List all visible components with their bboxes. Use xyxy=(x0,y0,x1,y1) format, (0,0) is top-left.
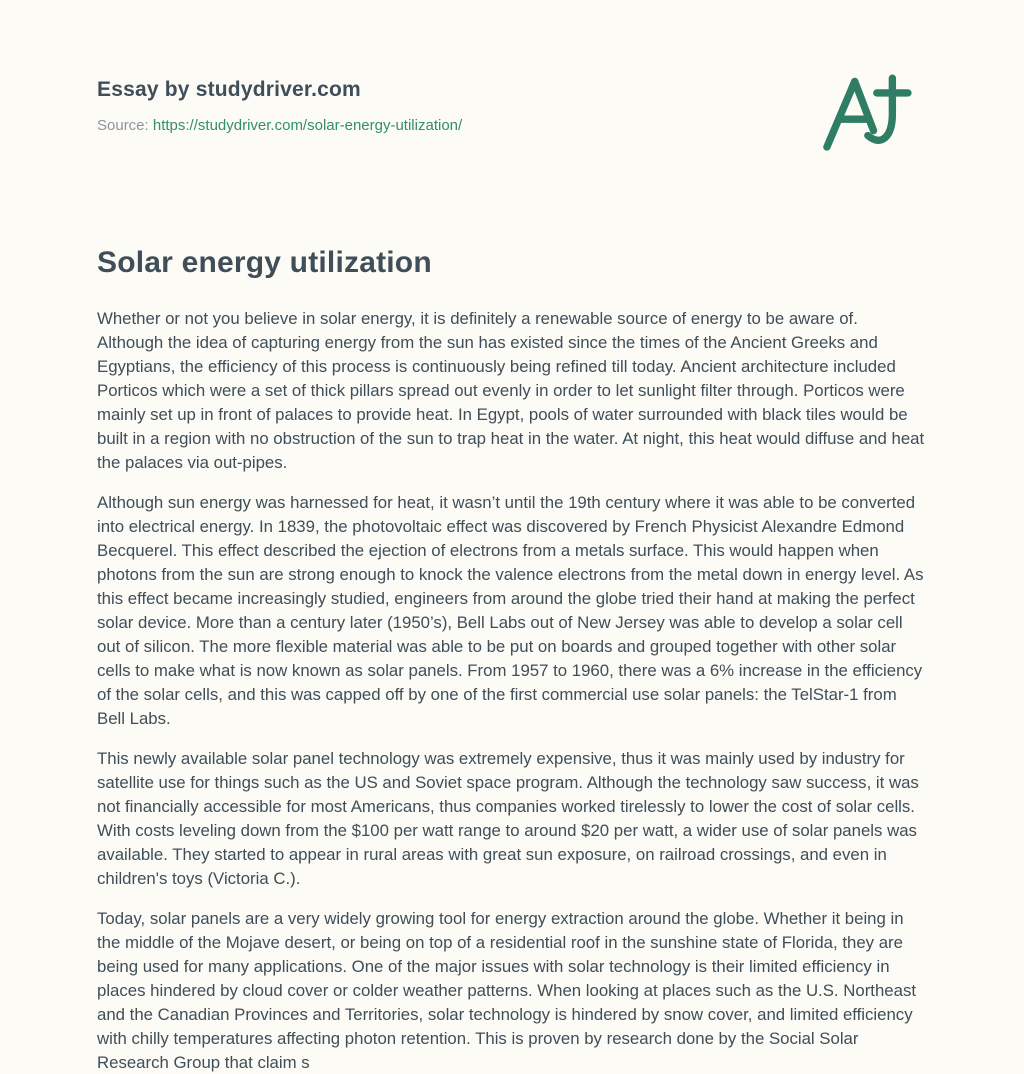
essay-byline: Essay by studydriver.com xyxy=(97,78,361,101)
essay-paragraph-1: Whether or not you believe in solar energy, it is definitely a renewable source of energy to be aware of. Although the idea of capturing energy from the sun has existed since the times of the Ancient Greeks and Egyptians, the efficiency of this process is continuously being refined till today. Ancient architecture included Porticos which were a set of thick pillars spread out evenly in order to let sunlight filter through. Porticos were mainly set up in front of palaces to provide heat. In Egypt, pools of water surrounded with black tiles would be built in a region with no obstruction of the sun to trap heat in the water. At night, this heat would diffuse and heat the palaces via out-pipes. xyxy=(97,309,925,472)
essay-paragraph-4: Today, solar panels are a very widely growing tool for energy extraction around the globe. Whether it being in the middle of the Mojave desert, or being on top of a residential roof in the sunshine state of Florida, they are being used for many applications. One of the major issues with solar technology is their limited efficiency in places hindered by cloud cover or colder weather patterns. When looking at places such as the U.S. Northeast and the Canadian Provinces and Territories, solar technology is hindered by snow cover, and limited efficiency with chilly temperatures affecting photon retention. This is proven by research done by the Social Solar Research Group that claim s xyxy=(97,909,916,1072)
essay-paragraph-3: This newly available solar panel technology was extremely expensive, thus it was mainly used by industry for satellite use for things such as the US and Soviet space program. Although the technology saw success, it was not financially accessible for most Americans, thus companies worked tirelessly to lower the cost of solar cells. With costs leveling down from the $100 per watt range to around $20 per watt, a wider use of solar panels was available. They started to appear in rural areas with great sun exposure, on railroad crossings, and even in children's toys (Victoria C.). xyxy=(97,749,919,888)
essay-body xyxy=(97,307,928,1074)
studydriver-logo-icon xyxy=(822,70,912,165)
source-label: Source: xyxy=(97,117,149,134)
essay-paragraph-2: Although sun energy was harnessed for heat, it wasn’t until the 19th century where it was able to be converted into electrical energy. In 1839, the photovoltaic effect was discovered by French Physicist Alexandre Edmond Becquerel. This effect described the ejection of electrons from a metals surface. This would happen when photons from the sun are strong enough to knock the valence electrons from the metal down in energy level. As this effect became increasingly studied, engineers from around the globe tried their hand at making the perfect solar device. More than a century later (1950’s), Bell Labs out of New Jersey was able to develop a solar cell out of silicon. The more flexible material was able to be put on boards and grouped together with other solar cells to make what is now known as solar panels. From 1957 to 1960, there was a 6% increase in the efficiency of the solar cells, and this was capped off by one of the first commercial use solar panels: the TelStar-1 from Bell Labs. xyxy=(97,493,924,728)
source-url-link[interactable]: https://studydriver.com/solar-energy-utilization/ xyxy=(152,117,463,134)
page-title: Solar energy utilization xyxy=(97,246,432,279)
source-line xyxy=(97,117,928,134)
